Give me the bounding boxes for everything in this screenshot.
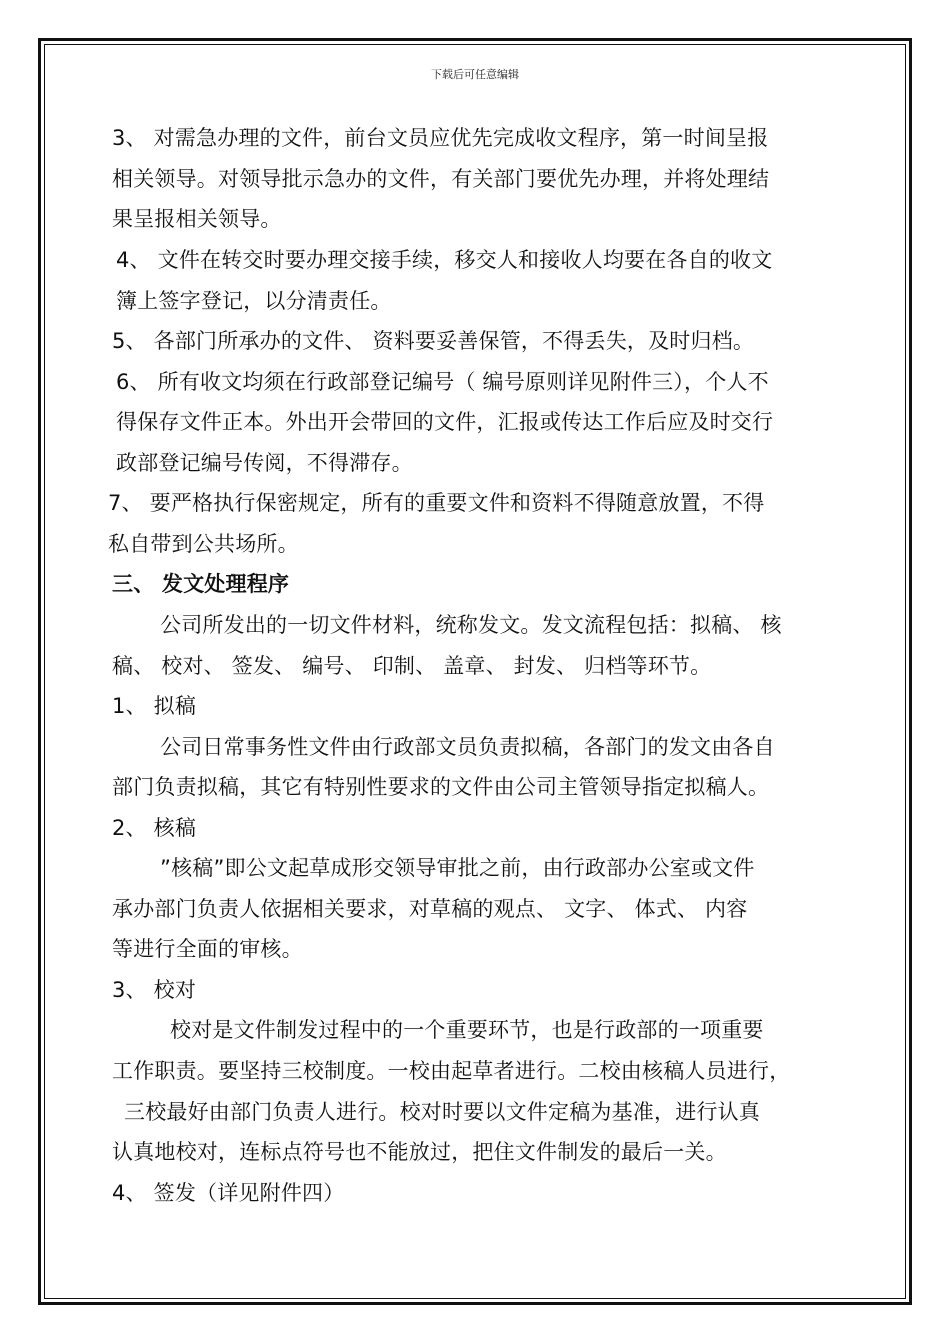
- text-line: 公司日常事务性文件由行政部文员负责拟稿，各部门的发文由各自: [160, 735, 775, 759]
- text-line: 6、 所有收文均须在行政部登记编号（ 编号原则详见附件三），个人不: [116, 370, 769, 394]
- subheading-line: 4、 签发（详见附件四）: [112, 1181, 345, 1205]
- text-line: 簿上签字登记，以分清责任。: [116, 289, 392, 313]
- page-header: 下载后可任意编辑: [431, 68, 519, 81]
- text-line: 7、 要严格执行保密规定，所有的重要文件和资料不得随意放置，不得: [108, 491, 765, 515]
- text-line: 政部登记编号传阅，不得滞存。: [116, 451, 413, 475]
- section-heading: 三、 发文处理程序: [112, 572, 290, 596]
- subheading-line: 3、 校对: [112, 978, 197, 1002]
- text-line: 工作职责。要坚持三校制度。一校由起草者进行。二校由核稿人员进行，: [112, 1059, 791, 1083]
- text-line: 5、 各部门所承办的文件、 资料要妥善保管，不得丢失，及时归档。: [112, 329, 755, 353]
- text-line: 认真地校对，连标点符号也不能放过，把住文件制发的最后一关。: [112, 1140, 727, 1164]
- text-line: 等进行全面的审核。: [112, 937, 303, 961]
- text-line: 4、 文件在转交时要办理交接手续，移交人和接收人均要在各自的收文: [116, 248, 773, 272]
- text-line: 部门负责拟稿，其它有特别性要求的文件由公司主管领导指定拟稿人。: [112, 775, 770, 799]
- text-line: 得保存文件正本。外出开会带回的文件，汇报或传达工作后应及时交行: [116, 410, 774, 434]
- text-line: 公司所发出的一切文件材料，统称发文。发文流程包括：拟稿、 核: [160, 613, 782, 637]
- text-line: 校对是文件制发过程中的一个重要环节，也是行政部的一项重要: [170, 1018, 764, 1042]
- text-line: 稿、 校对、 签发、 编号、 印制、 盖章、 封发、 归档等环节。: [112, 654, 712, 678]
- subheading-line: 2、 核稿: [112, 816, 197, 840]
- subheading-line: 1、 拟稿: [112, 694, 197, 718]
- text-line: 相关领导。对领导批示急办的文件，有关部门要优先办理，并将处理结: [112, 167, 770, 191]
- text-line: 私自带到公共场所。: [108, 532, 299, 556]
- text-line: 承办部门负责人依据相关要求，对草稿的观点、 文字、 体式、 内容: [112, 897, 748, 921]
- text-line: ”核稿”即公文起草成形交领导审批之前，由行政部办公室或文件: [160, 856, 755, 880]
- text-line: 果呈报相关领导。: [112, 207, 282, 231]
- text-line: 3、 对需急办理的文件，前台文员应优先完成收文程序，第一时间呈报: [112, 126, 769, 150]
- text-line: 三校最好由部门负责人进行。校对时要以文件定稿为基准，进行认真: [124, 1100, 760, 1124]
